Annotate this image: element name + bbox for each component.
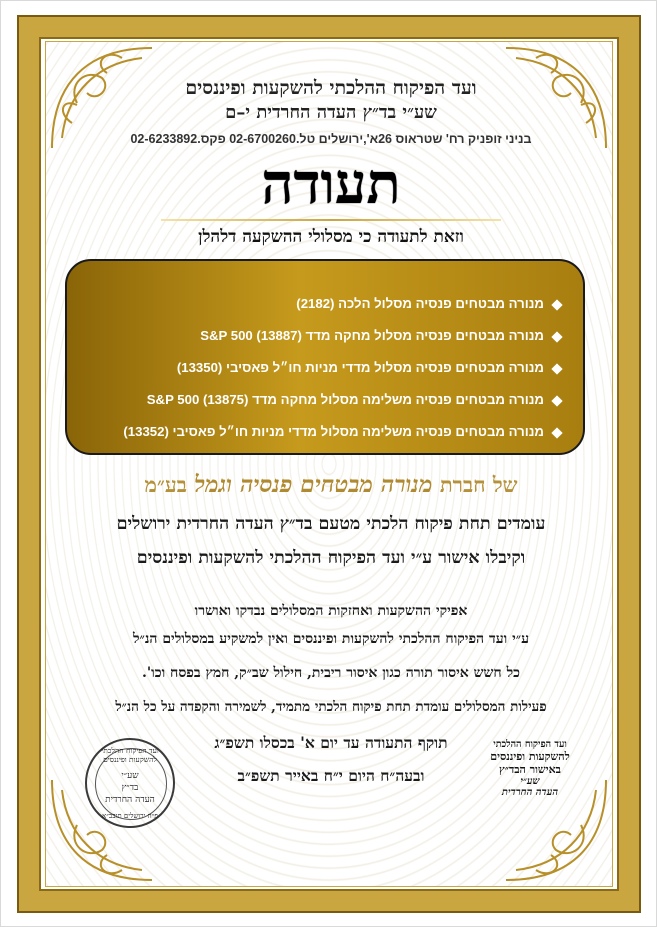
title-divider bbox=[161, 219, 501, 221]
track-item bbox=[87, 416, 561, 448]
ongoing-supervision-line: פעילות המסלולים עומדת תחת פיקוח הלכתי מתמיד, לשמירה והקפדה על כל הנ״ל bbox=[115, 699, 547, 715]
company-prefix: של חברת bbox=[439, 472, 518, 497]
stamp-right-line-2: להשקעות ופיננסים bbox=[490, 750, 570, 763]
stamp-inner-text-1: שע״י bbox=[121, 771, 139, 781]
track-label: מנורה מבטחים פנסיה מסלול הלכה (2182) bbox=[296, 296, 544, 311]
diamond-bullet-icon bbox=[551, 331, 562, 342]
audit-line: אפיקי ההשקעות ואחזקות המסלולים נבדקו ואושרו bbox=[194, 603, 468, 619]
company-name: מנורה מבטחים פנסיה וגמל bbox=[194, 471, 433, 498]
stamp-inner-text-3: העדה החרדית bbox=[105, 795, 155, 805]
supervision-line: עומדים תחת פיקוח הלכתי מטעם בד״ץ העדה החרדית ירושלים bbox=[116, 514, 546, 534]
track-item bbox=[87, 320, 561, 352]
certificate-subtitle: וזאת לתעודה כי מסלולי ההשקעה דלהלן bbox=[198, 227, 464, 247]
investment-tracks-box bbox=[65, 259, 585, 455]
stamp-bottom-text: פ״ה ירושלים תובב״א bbox=[102, 812, 158, 820]
track-label: מנורה מבטחים פנסיה משלימה מסלול מחקה מדד S&P 500 (13875) bbox=[146, 392, 544, 407]
diamond-bullet-icon bbox=[551, 363, 562, 374]
stamp-outer-text: ועד הפיקוח ההלכתי להשקעות ופיננסים bbox=[101, 746, 159, 764]
contact-line: בניני זופניק רח' שטראוס 26א',ירושלים טל.02-6700260 פקס.02-6233892 bbox=[130, 132, 532, 146]
track-label: מנורה מבטחים פנסיה מסלול מחקה מדד S&P 500 (13887) bbox=[200, 328, 544, 343]
track-item bbox=[87, 288, 561, 320]
stamp-right-line-4: שע״י bbox=[520, 776, 540, 787]
company-line bbox=[81, 471, 581, 498]
stamp-right-line-1: ועד הפיקוח ההלכתי bbox=[493, 739, 567, 750]
diamond-bullet-icon bbox=[551, 395, 562, 406]
stamp-inner-text-2: בד״ץ bbox=[121, 783, 139, 793]
approval-line: וקיבלו אישור ע״י ועד הפיקוח ההלכתי להשקעות ופיננסים bbox=[136, 548, 526, 568]
track-label: מנורה מבטחים פנסיה מסלול מדדי מניות חו״ל פאסיבי (13350) bbox=[176, 360, 544, 375]
validity-line: תוקף התעודה עד יום א' בכסלו תשפ״ג bbox=[214, 733, 448, 752]
track-item bbox=[87, 384, 561, 416]
certificate-title: תעודה bbox=[261, 151, 401, 217]
prohibition-line: כל חשש איסור תורה כגון איסור ריבית, חילול שב״ק, חמץ בפסח וכו'. bbox=[142, 665, 520, 681]
approval-stamp bbox=[471, 739, 589, 819]
track-label: מנורה מבטחים פנסיה משלימה מסלול מדדי מניות חו״ל פאסיבי (13352) bbox=[123, 424, 544, 439]
audit-detail-line: ע״י ועד הפיקוח ההלכתי להשקעות ופיננסים ואין למשקיע במסלולים הנ״ל bbox=[132, 631, 530, 647]
stamp-right-line-3: באישור הבד״ץ bbox=[499, 763, 561, 776]
signature-date-line: ובעה״ח היום י״ח באייר תשפ״ב bbox=[237, 766, 425, 785]
track-item bbox=[87, 352, 561, 384]
round-stamp bbox=[85, 738, 175, 828]
diamond-bullet-icon bbox=[551, 299, 562, 310]
committee-name: ועד הפיקוח ההלכתי להשקעות ופיננסים bbox=[185, 77, 477, 99]
stamp-right-line-5: העדה החרדית bbox=[501, 787, 559, 798]
diamond-bullet-icon bbox=[551, 427, 562, 438]
company-suffix: בע״מ bbox=[144, 472, 187, 497]
authority-line: שע״י בד״ץ העדה החרדית י–ם bbox=[225, 102, 437, 123]
